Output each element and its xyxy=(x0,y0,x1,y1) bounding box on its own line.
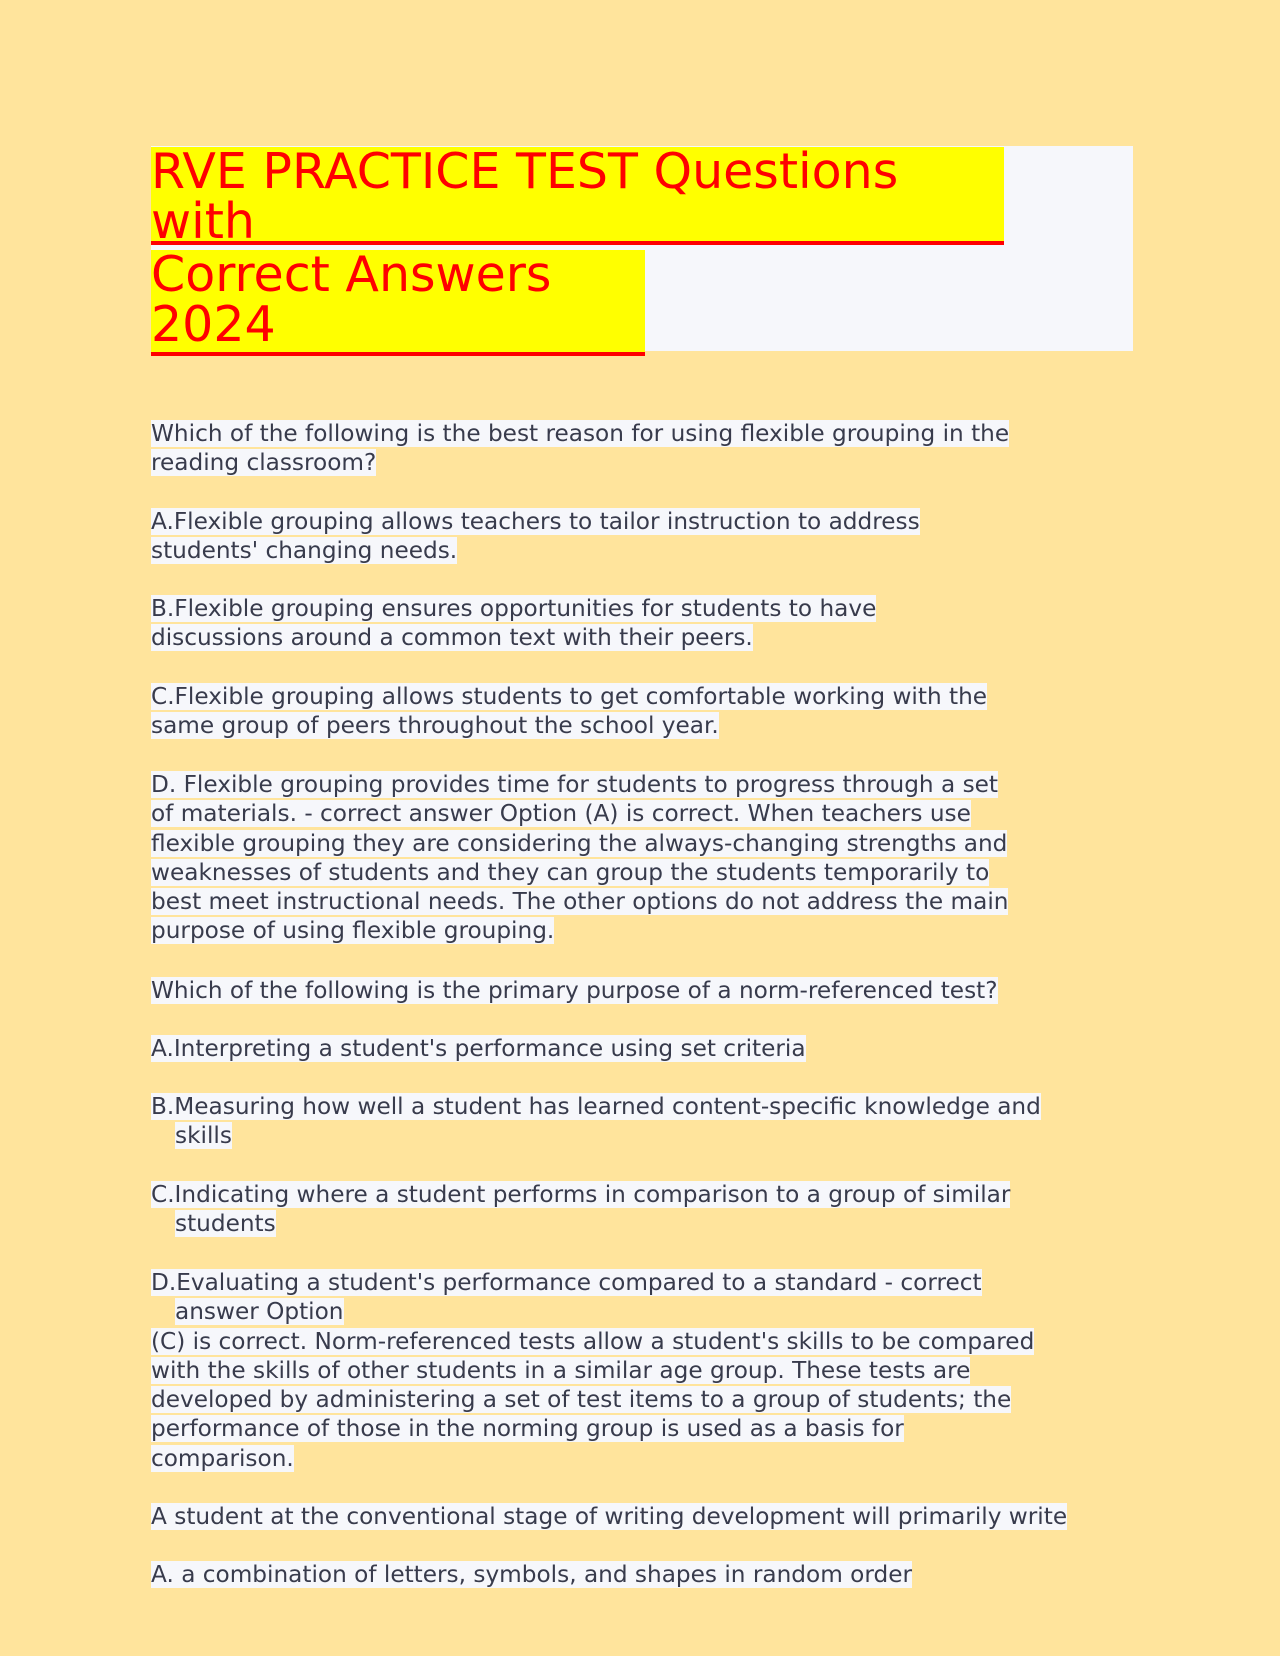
q2-option-d-answer: D.Evaluating a student's performance compared to a standard - correct answer Option (C) is correct. Norm-referenced tests allow a student's skills to be compared with the skills of other students in a similar age group. These tests are developed by administering a set of test items to a group of students; the performance of those in the norming group is used as a basis for comparison. xyxy=(151,1269,1035,1472)
document-title-line-2 xyxy=(151,246,645,356)
q1-option-d-answer: D. Flexible grouping provides time for students to progress through a set of materials. - correct answer Option (A) is correct. When teachers use flexible grouping they are considering the always-changing strengths and weaknesses of students and they can group the students temporarily to best meet instructional needs. The other options do not address the main purpose of using flexible grouping. xyxy=(151,771,1009,945)
q1-option-b: B.Flexible grouping ensures opportunities for students to have discussions around a common text with their peers. xyxy=(151,595,877,652)
q2-option-a: A.Interpreting a student's performance using set criteria xyxy=(151,1035,806,1062)
q1-option-c: C.Flexible grouping allows students to get comfortable working with the same group of peers throughout the school year. xyxy=(151,683,988,740)
title-text-2a: Correct Answers xyxy=(151,246,552,303)
q3-option-a: A. a combination of letters, symbols, and shapes in random order xyxy=(151,1561,912,1588)
q1-question: Which of the following is the best reason for using flexible grouping in the reading classroom? xyxy=(151,420,1010,477)
document-title-line-1 xyxy=(151,143,1004,250)
title-text-1a: RVE PRACTICE TEST Questions xyxy=(151,143,899,200)
title-text-1b: with xyxy=(151,193,255,250)
q2-option-c: C.Indicating where a student performs in comparison to a group of similar students xyxy=(151,1181,1011,1238)
q3-question: A student at the conventional stage of writing development will primarily write xyxy=(151,1503,1068,1530)
title-text-2b: 2024 xyxy=(151,296,276,353)
q2-question: Which of the following is the primary purpose of a norm-referenced test? xyxy=(151,977,998,1004)
q2-option-b: B.Measuring how well a student has learned content-specific knowledge and skills xyxy=(151,1093,1041,1150)
q1-option-a: A.Flexible grouping allows teachers to tailor instruction to address students' changing needs. xyxy=(151,508,920,565)
